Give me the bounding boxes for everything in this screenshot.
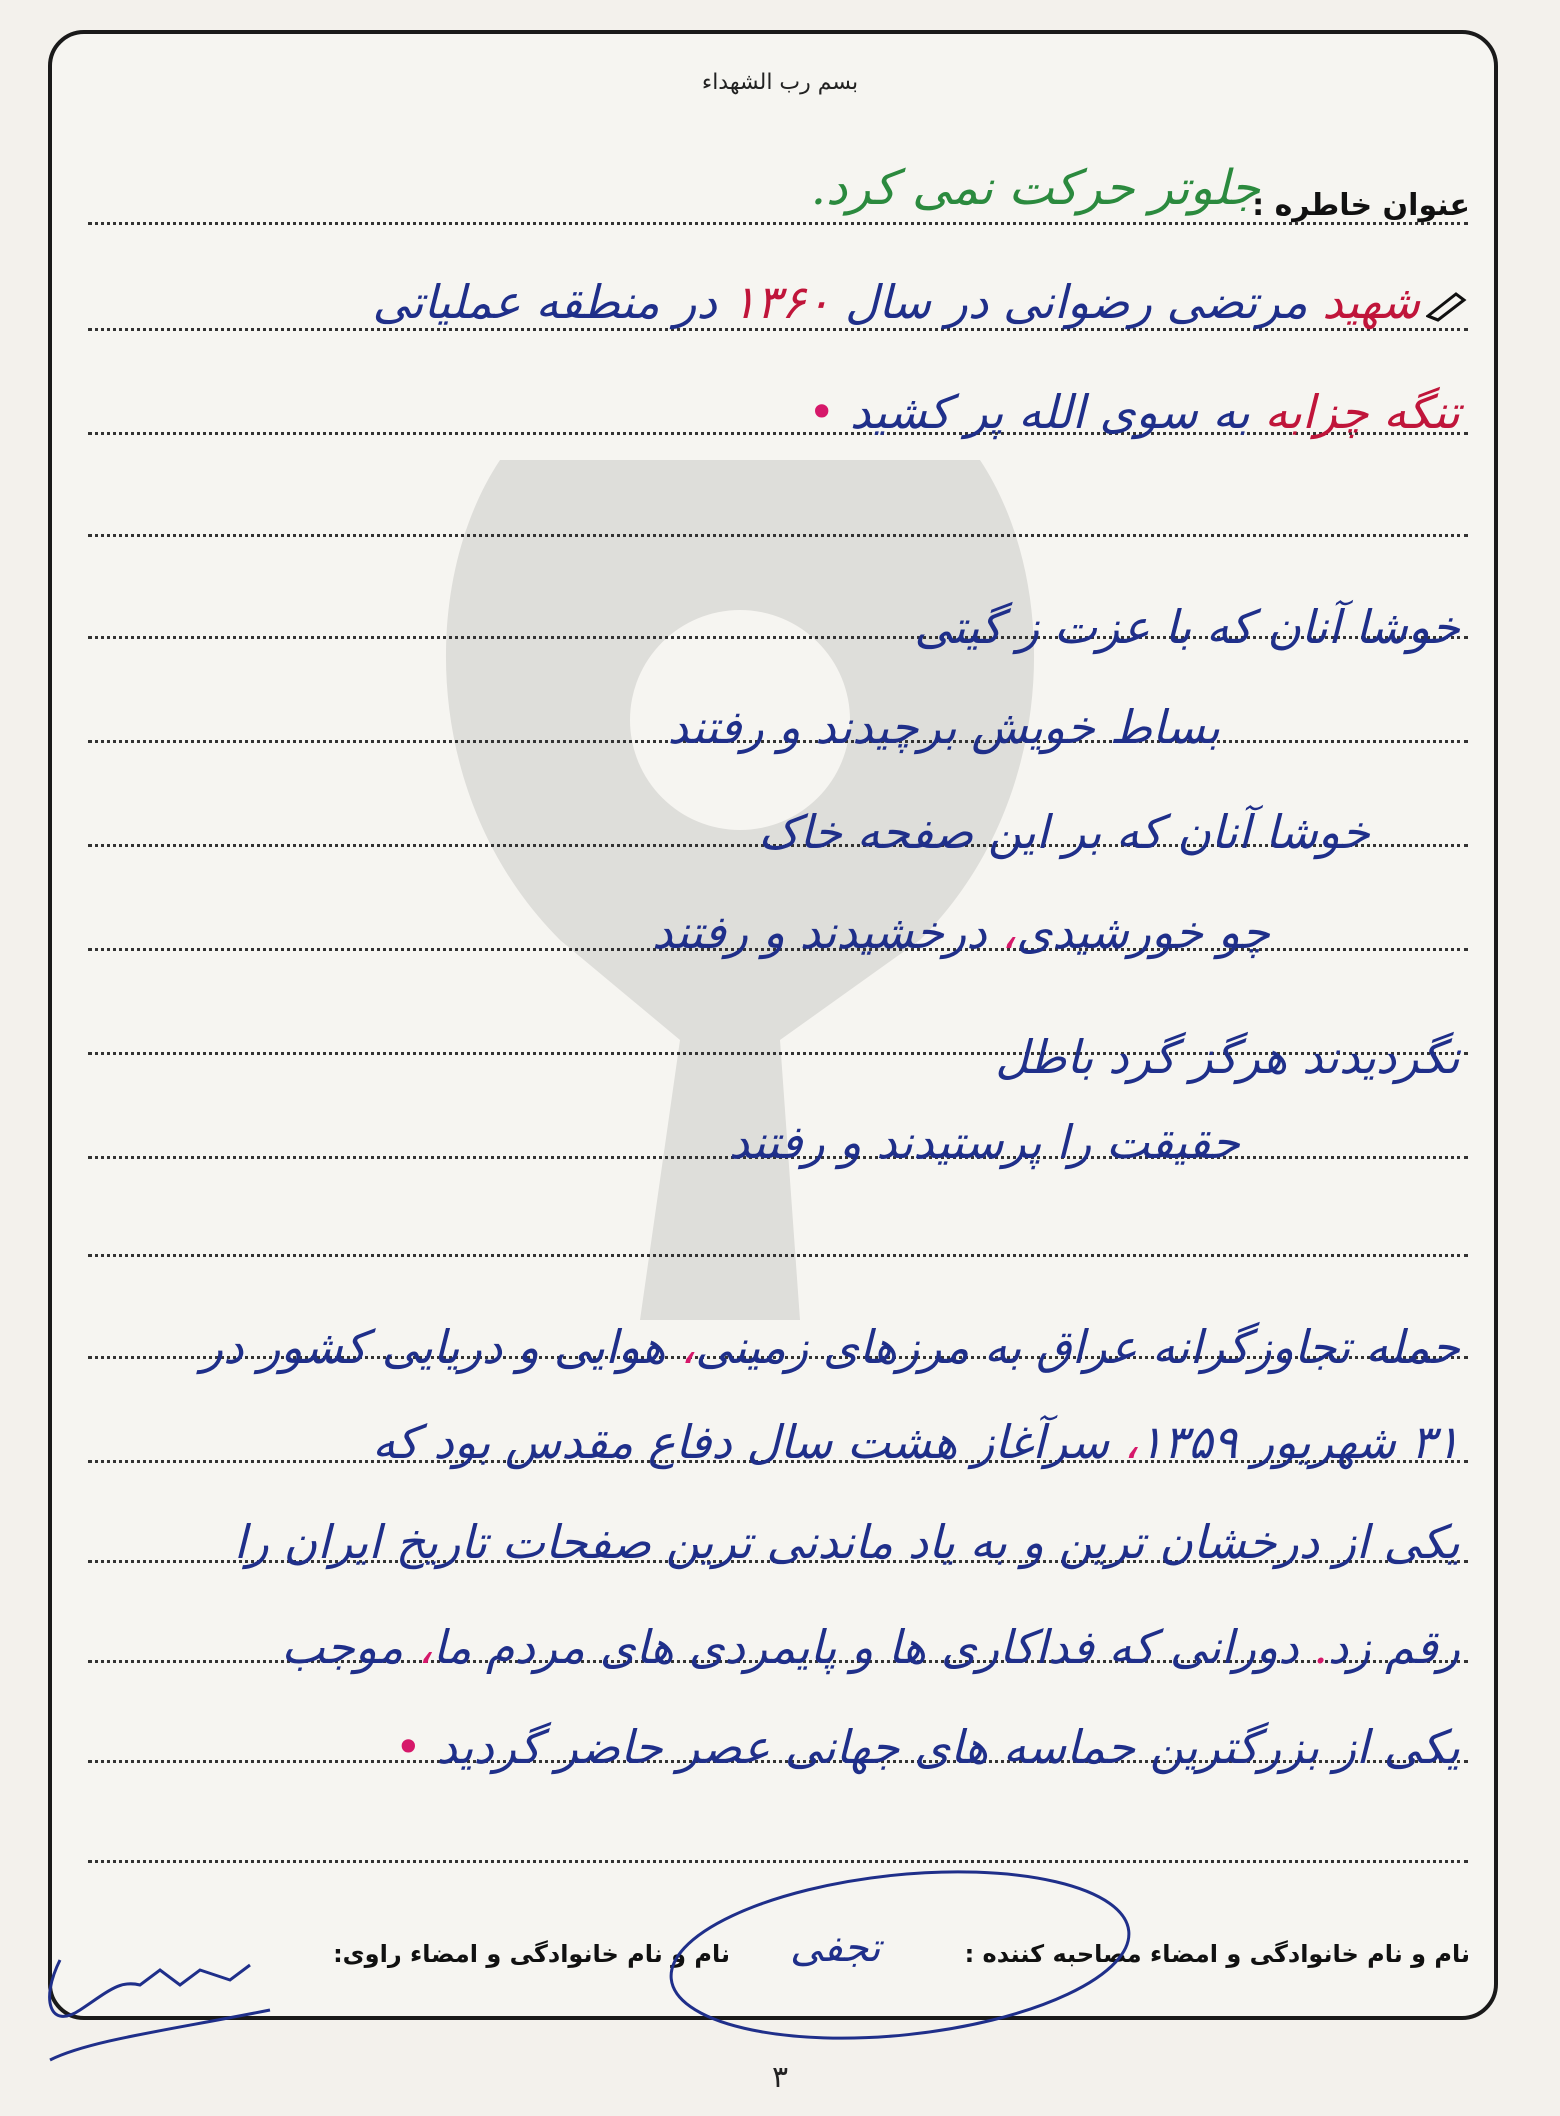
- ruled-line: [88, 222, 1468, 225]
- memory-title-label: عنوان خاطره :: [1252, 188, 1470, 223]
- handwritten-fragment: حقیقت را پرستیدند و رفتند: [728, 1115, 1240, 1169]
- handwritten-fragment: شهید: [1307, 275, 1420, 329]
- handwritten-line: [652, 905, 1270, 959]
- ruled-line: [88, 534, 1468, 537]
- handwritten-line: [914, 600, 1460, 654]
- handwritten-fragment: چو خورشیدی: [1016, 905, 1270, 959]
- handwritten-fragment: •: [394, 1720, 437, 1774]
- handwritten-fragment: یکی از بزرگترین حماسه های جهانی عصر حاضر گردید: [436, 1720, 1460, 1774]
- handwritten-fragment: رقم زد: [1327, 1620, 1460, 1674]
- handwritten-fragment: موجب: [281, 1620, 404, 1674]
- handwritten-line: [234, 1515, 1460, 1569]
- handwritten-line: [372, 1415, 1460, 1469]
- handwritten-line: [758, 805, 1370, 859]
- handwritten-line: [395, 1720, 1460, 1774]
- handwritten-fragment: ۳۱ شهریور ۱۳۵۹: [1138, 1415, 1460, 1469]
- interviewer-signature-loop: [660, 1860, 1140, 2050]
- handwritten-fragment: تنگه چزابه: [1249, 385, 1460, 439]
- narrator-label: نام و نام خانوادگی و امضاء راوی:: [333, 1940, 730, 1968]
- handwritten-line: [729, 1115, 1240, 1169]
- handwritten-line: [995, 1030, 1460, 1084]
- handwritten-fragment: ،: [665, 1320, 696, 1374]
- handwritten-fragment: دورانی که فداکاری ها و پایمردی های مردم ما: [432, 1620, 1299, 1674]
- handwritten-fragment: مرتضی رضوانی در سال: [830, 275, 1308, 329]
- handwritten-fragment: درخشیدند و رفتند: [652, 905, 987, 959]
- interviewer-label: نام و نام خانوادگی و امضاء مصاحبه کننده :: [964, 1940, 1470, 1968]
- handwritten-line: [201, 1320, 1460, 1374]
- page-number: ۳: [771, 2060, 789, 2095]
- handwritten-fragment: بساط خویش برچیدند و رفتند: [667, 700, 1220, 754]
- handwritten-line: [668, 700, 1220, 754]
- handwritten-fragment: هوایی و دریایی کشور در: [200, 1320, 666, 1374]
- handwritten-fragment: ،: [986, 905, 1017, 959]
- handwritten-line: [281, 1620, 1460, 1674]
- bismillah-header: بسم رب الشهداء: [701, 70, 859, 95]
- interviewer-signature: تجفی: [790, 1925, 881, 1971]
- ruled-line: [88, 1254, 1468, 1257]
- handwritten-fragment: نگردیدند هرگز گرد باطل: [995, 1030, 1460, 1084]
- memory-title-value: جلوتر حرکت نمی کرد.: [810, 160, 1260, 216]
- handwritten-fragment: به سوی الله پر کشید: [849, 385, 1250, 439]
- handwritten-line: [808, 385, 1460, 439]
- handwritten-fragment: در منطقه عملیاتی: [372, 275, 732, 329]
- handwritten-fragment: ،: [1109, 1415, 1139, 1469]
- handwritten-line: [373, 275, 1420, 329]
- handwritten-fragment: .: [1298, 1620, 1328, 1674]
- handwritten-fragment: خوشا آنان که با عزت ز گیتی: [914, 600, 1460, 654]
- pen-icon: [1426, 290, 1470, 322]
- handwritten-fragment: ،: [403, 1620, 433, 1674]
- handwritten-fragment: •: [808, 385, 850, 439]
- handwritten-fragment: ۱۳۶۰: [731, 275, 831, 329]
- handwritten-fragment: سرآغاز هشت سال دفاع مقدس بود که: [372, 1415, 1110, 1469]
- handwritten-fragment: حمله تجاوزگرانه عراق به مرزهای زمینی: [695, 1320, 1460, 1374]
- handwritten-fragment: یکی از درخشان ترین و به یاد ماندنی ترین صفحات تاریخ ایران را: [233, 1515, 1460, 1569]
- handwritten-fragment: خوشا آنان که بر این صفحه خاک: [758, 805, 1370, 859]
